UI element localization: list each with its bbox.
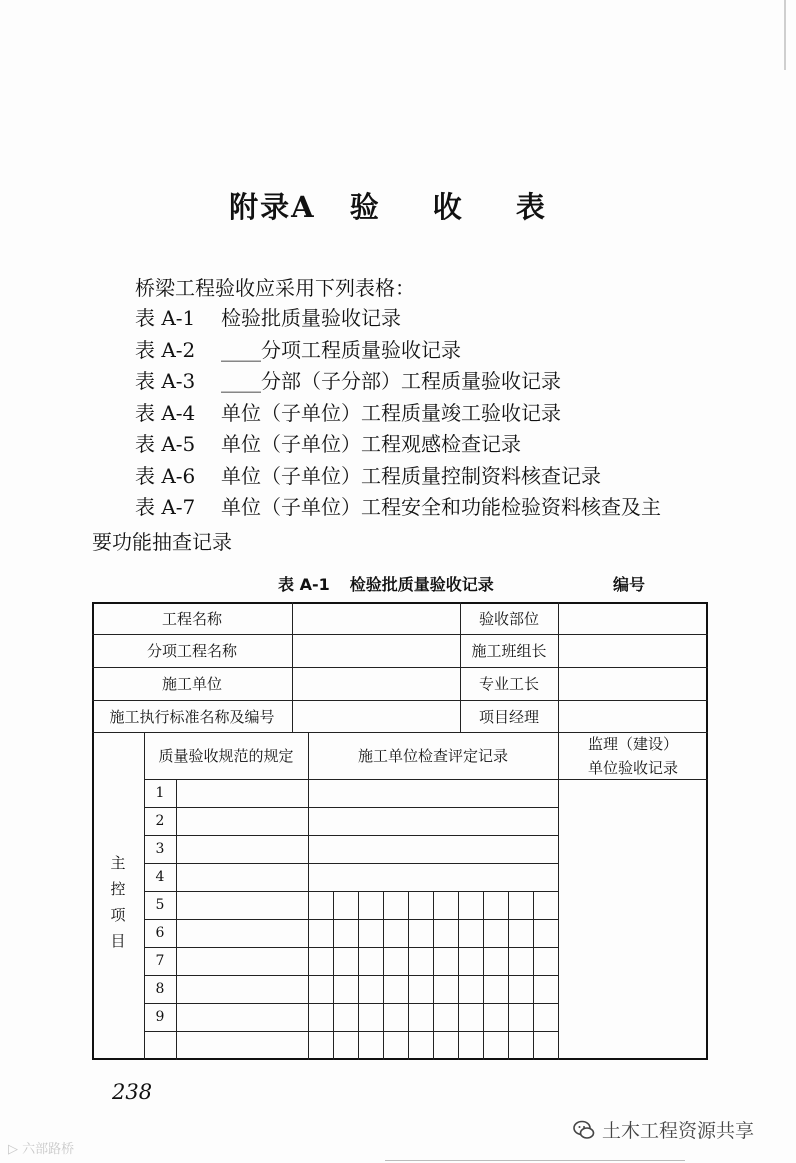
table-line (558, 732, 559, 1060)
table-line (408, 891, 409, 1060)
table-line (483, 891, 484, 1060)
list-item: 表 A-7 单位（子单位）工程安全和功能检验资料核查及主 (135, 495, 661, 519)
scan-edge-line (784, 0, 786, 70)
header-check-record: 施工单位检查评定记录 (357, 747, 508, 765)
supervision-line2: 单位验收记录 (587, 758, 678, 777)
list-item: 表 A-2 ____分项工程质量验收记录 (135, 337, 461, 362)
label-project-name: 工程名称 (161, 609, 222, 628)
header-spec: 质量验收规范的规定 (158, 747, 294, 765)
table-list (135, 302, 735, 523)
acceptance-part-field[interactable] (558, 602, 708, 634)
label-project-manager: 项目经理 (478, 707, 539, 726)
main-control-items-label: 主 控 项 目 (110, 854, 126, 950)
table-line (383, 891, 384, 1060)
project-name-field[interactable] (292, 602, 460, 634)
label-standard-name: 施工执行标准名称及编号 (109, 707, 275, 726)
list-continuation: 要功能抽查记录 (92, 530, 232, 554)
construction-unit-field[interactable] (292, 667, 460, 700)
caption-name: 检验批质量验收记录 (349, 575, 494, 594)
watermark-right-text: 土木工程资源共享 (602, 1120, 755, 1142)
table-line (433, 891, 434, 1060)
title-main: 验 收 表 (349, 190, 567, 224)
page-number: 238 (112, 1080, 153, 1104)
item-number: 4 (155, 869, 165, 885)
wechat-icon (572, 1118, 596, 1142)
item-number: 3 (155, 841, 165, 857)
table-caption (278, 572, 494, 595)
table-line (144, 863, 558, 864)
table-line (458, 891, 459, 1060)
item-number: 9 (155, 1009, 165, 1025)
header-supervision (558, 732, 708, 779)
table-line (144, 975, 558, 976)
item-number: 2 (155, 813, 165, 829)
list-item: 表 A-1 检验批质量验收记录 (135, 306, 401, 330)
table-line (144, 1003, 558, 1004)
table-line (144, 1031, 558, 1032)
intro-text: 桥梁工程验收应采用下列表格： (135, 276, 415, 300)
table-line (308, 732, 309, 1060)
item-number: 6 (155, 925, 165, 941)
standard-name-field[interactable] (292, 700, 460, 732)
list-item: 表 A-6 单位（子单位）工程质量控制资料核查记录 (135, 463, 601, 488)
label-subitem-name: 分项工程名称 (146, 642, 237, 660)
caption-code: 表 A-1 (278, 575, 330, 594)
subitem-name-field[interactable] (292, 634, 460, 667)
page-title (0, 185, 796, 226)
list-item: 表 A-3 ____分部（子分部）工程质量验收记录 (135, 369, 561, 393)
table-line (144, 835, 558, 836)
foreman-field[interactable] (558, 667, 708, 700)
list-item: 表 A-4 单位（子单位）工程质量竣工验收记录 (135, 400, 561, 425)
play-icon: ▷ (8, 1142, 18, 1157)
table-line (144, 807, 558, 808)
watermark-left-text: 六部路桥 (22, 1142, 75, 1157)
label-foreman: 专业工长 (478, 675, 539, 693)
watermark-right (572, 1116, 754, 1143)
item-number: 7 (155, 953, 165, 969)
watermark-left (8, 1138, 74, 1157)
table-line (333, 891, 334, 1060)
project-manager-field[interactable] (558, 700, 708, 732)
list-item: 表 A-5 单位（子单位）工程观感检查记录 (135, 432, 521, 456)
table-number-label: 编号 (613, 575, 646, 594)
title-prefix: 附录A (229, 190, 316, 224)
supervision-line1: 监理（建设） (587, 734, 678, 753)
label-construction-unit: 施工单位 (161, 675, 222, 693)
table-line (533, 891, 534, 1060)
table-line (144, 919, 558, 920)
label-team-leader: 施工班组长 (471, 642, 547, 660)
scan-bottom-line (385, 1160, 685, 1161)
inspection-record-table (92, 602, 708, 1060)
table-line (144, 947, 558, 948)
table-line (144, 779, 708, 780)
table-line (508, 891, 509, 1060)
table-line (144, 891, 558, 892)
item-number: 5 (155, 897, 165, 913)
table-line (358, 891, 359, 1060)
item-number: 8 (155, 981, 165, 997)
label-acceptance-part: 验收部位 (478, 609, 539, 628)
team-leader-field[interactable] (558, 634, 708, 667)
item-number: 1 (155, 785, 165, 801)
